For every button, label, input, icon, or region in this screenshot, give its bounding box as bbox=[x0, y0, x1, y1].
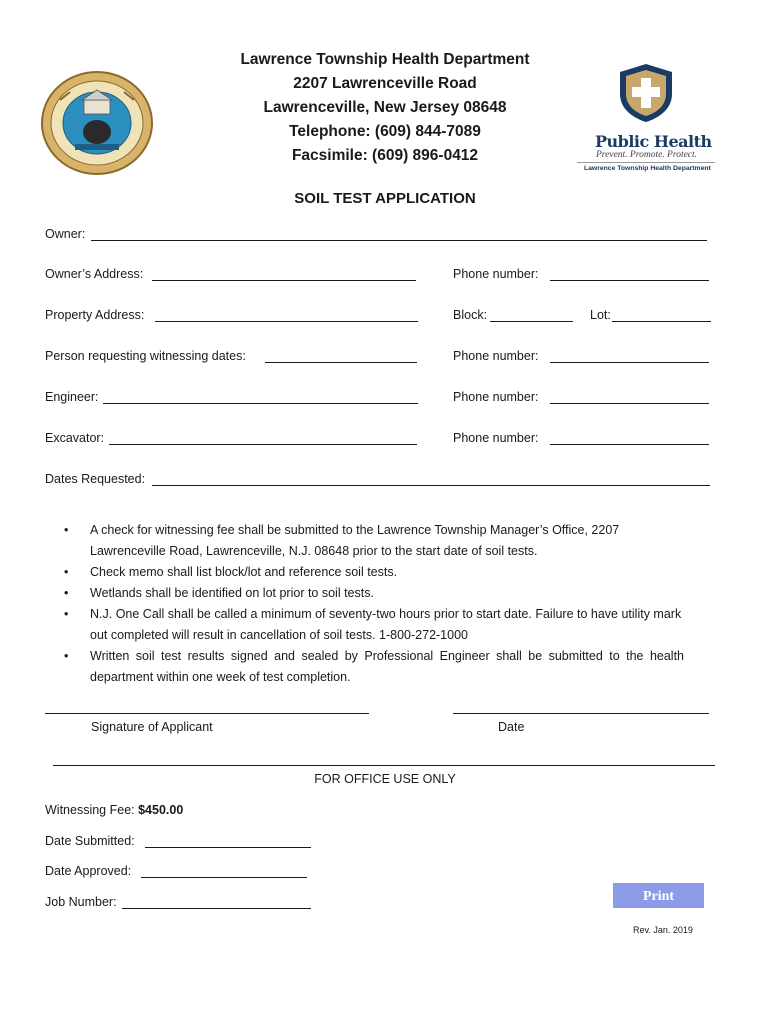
bullet-icon: • bbox=[64, 607, 69, 621]
job-number-label: Job Number: bbox=[45, 895, 117, 909]
public-health-title: Public Health bbox=[595, 132, 712, 151]
block-label: Block: bbox=[453, 308, 488, 322]
public-health-logo bbox=[577, 62, 717, 176]
city-address: Lawrenceville, New Jersey 08648 bbox=[263, 99, 507, 116]
dates-requested-label: Dates Requested: bbox=[45, 472, 146, 486]
date-approved-label: Date Approved: bbox=[45, 864, 132, 878]
list-item: • N.J. One Call shall be called a minimum of seventy-two hours prior to start date. Failure to have utility mark out completed will result in cancellation of soil tests. 1-800-272-1000 bbox=[64, 604, 684, 646]
excavator-phone-label: Phone number: bbox=[453, 431, 539, 445]
lot-label: Lot: bbox=[590, 308, 611, 322]
office-use-divider bbox=[53, 765, 715, 766]
person-requesting-label: Person requesting witnessing dates: bbox=[45, 349, 246, 363]
lot-field[interactable] bbox=[612, 321, 711, 322]
date-approved-field[interactable] bbox=[141, 877, 307, 878]
witnessing-fee-value: $450.00 bbox=[138, 803, 184, 817]
excavator-field[interactable] bbox=[109, 444, 417, 445]
owners-address-field[interactable] bbox=[152, 280, 416, 281]
excavator-label: Excavator: bbox=[45, 431, 105, 445]
witnessing-fee-label: Witnessing Fee: bbox=[45, 803, 135, 817]
requester-phone-label: Phone number: bbox=[453, 349, 539, 363]
dates-requested-field[interactable] bbox=[152, 485, 710, 486]
excavator-phone-field[interactable] bbox=[550, 444, 709, 445]
date-submitted-field[interactable] bbox=[145, 847, 311, 848]
telephone: Telephone: (609) 844-7089 bbox=[289, 123, 481, 140]
witnessing-fee bbox=[45, 803, 183, 817]
owner-phone-field[interactable] bbox=[550, 280, 709, 281]
owner-phone-label: Phone number: bbox=[453, 267, 539, 281]
public-health-shield-icon bbox=[617, 62, 675, 124]
property-address-field[interactable] bbox=[155, 321, 418, 322]
person-requesting-field[interactable] bbox=[265, 362, 417, 363]
revision-note: Rev. Jan. 2019 bbox=[633, 925, 693, 935]
list-item: • A check for witnessing fee shall be submitted to the Lawrence Township Manager’s Office, 2207 Lawrenceville Road, Lawrenceville, N.J. 08648 prior to the start date of soil tests. bbox=[64, 520, 684, 562]
job-number-field[interactable] bbox=[122, 908, 311, 909]
facsimile: Facsimile: (609) 896-0412 bbox=[291, 147, 479, 164]
owner-label: Owner: bbox=[45, 227, 86, 241]
bullet-icon: • bbox=[64, 523, 69, 537]
signature-field[interactable] bbox=[45, 713, 369, 714]
department-name: Lawrence Township Health Department bbox=[240, 51, 530, 68]
property-address-label: Property Address: bbox=[45, 308, 145, 322]
signature-date-field[interactable] bbox=[453, 713, 709, 714]
date-label: Date bbox=[498, 720, 525, 734]
office-use-heading: FOR OFFICE USE ONLY bbox=[314, 772, 456, 786]
form-title: SOIL TEST APPLICATION bbox=[294, 190, 476, 207]
list-item: • Written soil test results signed and sealed by Professional Engineer shall be submitted to the health department within one week of test completion. bbox=[64, 646, 684, 688]
bullet-icon: • bbox=[64, 586, 69, 600]
instructions-list bbox=[64, 520, 684, 688]
engineer-label: Engineer: bbox=[45, 390, 99, 404]
logo-divider bbox=[577, 162, 715, 163]
requester-phone-field[interactable] bbox=[550, 362, 709, 363]
engineer-phone-field[interactable] bbox=[550, 403, 709, 404]
bullet-icon: • bbox=[64, 649, 69, 663]
engineer-phone-label: Phone number: bbox=[453, 390, 539, 404]
list-item: • Check memo shall list block/lot and reference soil tests. bbox=[64, 562, 684, 583]
public-health-tagline: Prevent. Promote. Protect. bbox=[596, 150, 698, 160]
owner-field[interactable] bbox=[91, 240, 707, 241]
street-address: 2207 Lawrenceville Road bbox=[293, 75, 477, 92]
date-submitted-label: Date Submitted: bbox=[45, 834, 135, 848]
print-button[interactable]: Print bbox=[613, 883, 704, 908]
signature-label: Signature of Applicant bbox=[91, 720, 213, 734]
public-health-department: Lawrence Township Health Department bbox=[584, 165, 711, 172]
engineer-field[interactable] bbox=[103, 403, 418, 404]
owners-address-label: Owner’s Address: bbox=[45, 267, 144, 281]
block-field[interactable] bbox=[490, 321, 573, 322]
bullet-icon: • bbox=[64, 565, 69, 579]
list-item: • Wetlands shall be identified on lot prior to soil tests. bbox=[64, 583, 684, 604]
